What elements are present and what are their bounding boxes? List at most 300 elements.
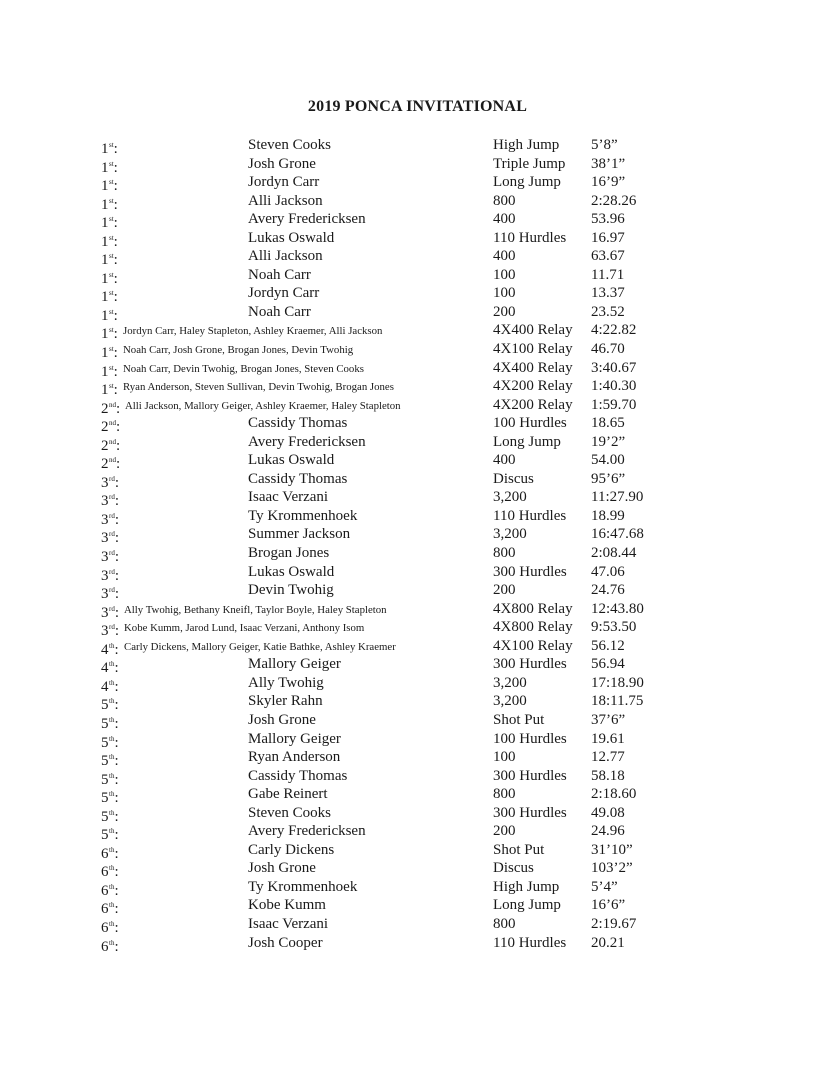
place-suffix: rd [109, 623, 115, 632]
place-suffix: th [109, 678, 115, 687]
place-number: 1 [101, 178, 109, 195]
result-mark: 5’4” [591, 878, 618, 895]
result-row [0, 488, 835, 510]
place-number: 3 [101, 549, 109, 566]
relay-team-names: Kobe Kumm, Jarod Lund, Isaac Verzani, Anthony Isom [124, 622, 365, 635]
athlete-name: Noah Carr [248, 303, 311, 320]
result-row [0, 359, 835, 378]
place-label: 1st: [101, 178, 118, 195]
place-number: 3 [101, 567, 109, 584]
result-mark: 2:28.26 [591, 192, 637, 209]
place-number: 6 [101, 845, 109, 862]
event-name: 800 [493, 915, 516, 932]
place-number: 3 [101, 493, 109, 510]
athlete-name: Josh Grone [248, 155, 316, 172]
place-suffix: st [109, 215, 114, 224]
place-label: 5th: [101, 790, 119, 807]
result-mark: 23.52 [591, 303, 625, 320]
place-suffix: nd [109, 419, 116, 428]
result-mark: 18.99 [591, 507, 625, 524]
place-number: 5 [101, 808, 109, 825]
place-number: 1 [101, 382, 109, 399]
place-label: 1st: [101, 270, 118, 287]
event-name: 3,200 [493, 526, 527, 543]
result-row [0, 544, 835, 566]
result-row [0, 600, 835, 619]
place-number: 2 [101, 419, 109, 436]
event-name: 100 Hurdles [493, 730, 567, 747]
athlete-name: Isaac Verzani [248, 489, 329, 506]
event-name: 400 [493, 248, 516, 265]
place-number: 1 [101, 270, 109, 287]
result-mark: 24.76 [591, 582, 625, 599]
place-number: 6 [101, 864, 109, 881]
place-label: 4th: [101, 641, 119, 658]
event-name: 100 Hurdles [493, 415, 567, 432]
place-label: 5th: [101, 827, 119, 844]
event-name: 4X400 Relay [493, 322, 573, 339]
result-mark: 11:27.90 [591, 489, 644, 506]
result-row [0, 192, 835, 211]
relay-team-names: Jordyn Carr, Haley Stapleton, Ashley Kraemer, Alli Jackson [123, 325, 383, 338]
result-row [0, 136, 835, 155]
result-row [0, 470, 835, 489]
athlete-name: Steven Cooks [248, 804, 331, 821]
athlete-name: Lukas Oswald [248, 229, 335, 246]
results-list [0, 136, 835, 955]
place-number: 4 [101, 660, 109, 677]
result-mark: 4:22.82 [591, 322, 637, 339]
relay-team-names: Noah Carr, Devin Twohig, Brogan Jones, Steven Cooks [123, 362, 364, 375]
place-label: 3rd: [101, 474, 120, 491]
result-row [0, 618, 835, 640]
place-label: 3rd: [101, 511, 120, 528]
place-label: 4th: [101, 660, 119, 677]
athlete-name: Gabe Reinert [248, 786, 328, 803]
place-suffix: st [109, 326, 114, 335]
event-name: 4X200 Relay [493, 396, 573, 413]
place-number: 5 [101, 771, 109, 788]
result-row [0, 674, 835, 693]
athlete-name: Isaac Verzani [248, 915, 329, 932]
result-row [0, 507, 835, 526]
athlete-name: Summer Jackson [248, 526, 351, 543]
athlete-name: Ty Krommenhoek [248, 507, 358, 524]
result-row [0, 377, 835, 399]
relay-team-names: Carly Dickens, Mallory Geiger, Katie Bathke, Ashley Kraemer [124, 640, 396, 653]
event-name: 4X400 Relay [493, 359, 573, 376]
result-row [0, 210, 835, 232]
result-mark: 16’9” [591, 174, 626, 191]
relay-team-names: Ally Twohig, Bethany Kneifl, Taylor Boyle, Haley Stapleton [124, 603, 387, 616]
place-number: 1 [101, 307, 109, 324]
athlete-name: Brogan Jones [248, 545, 330, 562]
place-suffix: rd [109, 567, 115, 576]
result-mark: 58.18 [591, 767, 625, 784]
result-row [0, 266, 835, 285]
result-row [0, 915, 835, 934]
event-name: 3,200 [493, 693, 527, 710]
place-number: 1 [101, 345, 109, 362]
result-mark: 12.77 [591, 749, 625, 766]
result-mark: 5’8” [591, 137, 618, 153]
place-suffix: rd [109, 530, 115, 539]
place-label: 4th: [101, 678, 119, 695]
result-row [0, 767, 835, 786]
athlete-name: Ally Twohig [248, 674, 324, 691]
place-number: 6 [101, 882, 109, 899]
place-label: 2nd: [101, 437, 121, 454]
place-suffix: th [109, 641, 115, 650]
result-mark: 19.61 [591, 730, 625, 747]
result-row [0, 433, 835, 452]
event-name: 800 [493, 192, 516, 209]
athlete-name: Skyler Rahn [248, 693, 323, 710]
place-label: 3rd: [101, 493, 120, 510]
relay-team-names: Noah Carr, Josh Grone, Brogan Jones, Devin Twohig [123, 344, 354, 357]
place-suffix: th [109, 771, 115, 780]
athlete-name: Jordyn Carr [248, 285, 320, 302]
place-suffix: st [109, 252, 114, 261]
result-mark: 37’6” [591, 711, 626, 728]
place-number: 5 [101, 790, 109, 807]
result-mark: 16:47.68 [591, 526, 644, 543]
place-number: 5 [101, 753, 109, 770]
athlete-name: Cassidy Thomas [248, 470, 348, 487]
place-suffix: st [109, 289, 114, 298]
place-suffix: th [109, 864, 115, 873]
place-label: 1st: [101, 363, 118, 380]
place-number: 2 [101, 456, 109, 473]
place-number: 1 [101, 215, 109, 232]
place-label: 3rd: [101, 530, 120, 547]
event-name: 110 Hurdles [493, 934, 567, 951]
place-label: 1st: [101, 159, 118, 176]
place-label: 5th: [101, 697, 119, 714]
place-suffix: st [109, 178, 114, 187]
event-name: 3,200 [493, 489, 527, 506]
event-name: 110 Hurdles [493, 507, 567, 524]
place-number: 5 [101, 697, 109, 714]
result-mark: 95’6” [591, 470, 626, 487]
result-mark: 24.96 [591, 823, 625, 840]
place-number: 6 [101, 938, 109, 955]
place-number: 3 [101, 604, 109, 621]
result-row [0, 804, 835, 823]
place-label: 1st: [101, 215, 118, 232]
result-mark: 18.65 [591, 415, 625, 432]
athlete-name: Alli Jackson [248, 192, 323, 209]
event-name: 200 [493, 823, 516, 840]
place-suffix: rd [109, 511, 115, 520]
result-mark: 54.00 [591, 452, 625, 469]
result-mark: 13.37 [591, 285, 625, 302]
place-suffix: th [109, 715, 115, 724]
result-row [0, 321, 835, 343]
place-label: 5th: [101, 753, 119, 770]
result-row [0, 692, 835, 714]
event-name: Discus [493, 860, 534, 877]
place-label: 2nd: [101, 419, 121, 436]
result-row [0, 173, 835, 195]
result-mark: 2:08.44 [591, 545, 637, 562]
event-name: 100 [493, 285, 516, 302]
athlete-name: Ryan Anderson [248, 749, 341, 766]
athlete-name: Alli Jackson [248, 248, 323, 265]
result-mark: 46.70 [591, 341, 625, 358]
place-suffix: rd [109, 493, 115, 502]
place-number: 1 [101, 289, 109, 306]
place-suffix: th [109, 734, 115, 743]
result-mark: 49.08 [591, 804, 625, 821]
place-number: 3 [101, 586, 109, 603]
result-mark: 56.94 [591, 656, 625, 673]
event-name: 4X100 Relay [493, 637, 573, 654]
place-number: 1 [101, 141, 109, 157]
place-number: 4 [101, 678, 109, 695]
place-number: 2 [101, 437, 109, 454]
place-label: 3rd: [101, 604, 120, 621]
event-name: Long Jump [493, 174, 561, 191]
athlete-name: Josh Grone [248, 860, 316, 877]
result-row [0, 878, 835, 897]
athlete-name: Noah Carr [248, 266, 311, 283]
place-suffix: rd [109, 586, 115, 595]
place-label: 5th: [101, 808, 119, 825]
result-mark: 16.97 [591, 229, 625, 246]
place-suffix: th [109, 919, 115, 928]
place-suffix: th [109, 660, 115, 669]
place-label: 6th: [101, 882, 119, 899]
event-name: High Jump [493, 137, 560, 153]
event-name: 4X200 Relay [493, 378, 573, 395]
result-mark: 12:43.80 [591, 600, 644, 617]
place-number: 3 [101, 623, 109, 640]
place-label: 1st: [101, 141, 118, 157]
result-row [0, 563, 835, 582]
event-name: 800 [493, 545, 516, 562]
event-name: Long Jump [493, 433, 561, 450]
result-row [0, 396, 835, 415]
result-mark: 56.12 [591, 637, 625, 654]
place-suffix: th [109, 827, 115, 836]
event-name: 300 Hurdles [493, 656, 567, 673]
athlete-name: Lukas Oswald [248, 563, 335, 580]
place-label: 5th: [101, 734, 119, 751]
place-suffix: st [109, 345, 114, 354]
relay-team-names: Ryan Anderson, Steven Sullivan, Devin Twohig, Brogan Jones [123, 381, 394, 394]
event-name: 3,200 [493, 674, 527, 691]
athlete-name: Mallory Geiger [248, 730, 341, 747]
athlete-name: Avery Fredericksen [248, 823, 366, 840]
result-mark: 17:18.90 [591, 674, 644, 691]
place-label: 6th: [101, 845, 119, 862]
place-number: 6 [101, 919, 109, 936]
event-name: Shot Put [493, 711, 545, 728]
event-name: 4X800 Relay [493, 619, 573, 636]
event-name: 800 [493, 786, 516, 803]
result-mark: 38’1” [591, 155, 626, 172]
place-number: 1 [101, 196, 109, 213]
place-suffix: th [109, 790, 115, 799]
result-mark: 31’10” [591, 841, 633, 858]
place-label: 2nd: [101, 400, 121, 417]
place-suffix: nd [109, 456, 116, 465]
event-name: 300 Hurdles [493, 563, 567, 580]
place-number: 6 [101, 901, 109, 918]
result-row [0, 637, 835, 656]
place-label: 1st: [101, 289, 118, 306]
place-number: 1 [101, 233, 109, 250]
place-suffix: st [109, 233, 114, 242]
result-row [0, 229, 835, 248]
place-number: 1 [101, 326, 109, 343]
place-number: 1 [101, 159, 109, 176]
result-row [0, 525, 835, 547]
place-label: 5th: [101, 771, 119, 788]
result-mark: 47.06 [591, 563, 625, 580]
place-suffix: rd [109, 549, 115, 558]
event-name: 200 [493, 303, 516, 320]
place-label: 3rd: [101, 567, 120, 584]
place-suffix: nd [109, 400, 116, 409]
event-name: 300 Hurdles [493, 767, 567, 784]
result-row [0, 155, 835, 174]
event-name: 400 [493, 211, 516, 228]
result-row [0, 934, 835, 953]
place-number: 2 [101, 400, 109, 417]
result-mark: 19’2” [591, 433, 626, 450]
athlete-name: Cassidy Thomas [248, 415, 348, 432]
result-row [0, 581, 835, 603]
result-row [0, 247, 835, 269]
place-suffix: th [109, 808, 115, 817]
place-number: 3 [101, 474, 109, 491]
result-row [0, 859, 835, 881]
result-mark: 11.71 [591, 266, 625, 283]
place-suffix: rd [109, 604, 115, 613]
place-label: 6th: [101, 938, 119, 955]
place-number: 5 [101, 827, 109, 844]
event-name: Long Jump [493, 897, 561, 914]
place-label: 1st: [101, 345, 118, 362]
result-row [0, 340, 835, 362]
place-number: 1 [101, 252, 109, 269]
result-row [0, 414, 835, 436]
place-number: 5 [101, 715, 109, 732]
place-suffix: st [109, 270, 114, 279]
result-mark: 3:40.67 [591, 359, 637, 376]
place-suffix: rd [109, 474, 115, 483]
result-row [0, 822, 835, 844]
result-row [0, 841, 835, 860]
athlete-name: Mallory Geiger [248, 656, 341, 673]
event-name: High Jump [493, 878, 560, 895]
place-label: 1st: [101, 252, 118, 269]
place-label: 1st: [101, 196, 118, 213]
result-mark: 53.96 [591, 211, 625, 228]
place-label: 3rd: [101, 623, 120, 640]
result-mark: 1:59.70 [591, 396, 637, 413]
place-label: 5th: [101, 715, 119, 732]
event-name: Shot Put [493, 841, 545, 858]
result-row [0, 655, 835, 677]
event-name: 300 Hurdles [493, 804, 567, 821]
athlete-name: Avery Fredericksen [248, 433, 366, 450]
place-suffix: th [109, 901, 115, 910]
result-mark: 2:19.67 [591, 915, 637, 932]
athlete-name: Steven Cooks [248, 137, 331, 153]
place-label: 3rd: [101, 586, 120, 603]
result-row [0, 748, 835, 770]
athlete-name: Avery Fredericksen [248, 211, 366, 228]
result-row [0, 451, 835, 473]
place-suffix: st [109, 307, 114, 316]
result-row [0, 711, 835, 730]
place-label: 2nd: [101, 456, 121, 473]
place-label: 6th: [101, 901, 119, 918]
athlete-name: Lukas Oswald [248, 452, 335, 469]
place-label: 1st: [101, 382, 118, 399]
athlete-name: Ty Krommenhoek [248, 878, 358, 895]
event-name: 200 [493, 582, 516, 599]
place-label: 6th: [101, 864, 119, 881]
event-name: 110 Hurdles [493, 229, 567, 246]
result-mark: 16’6” [591, 897, 626, 914]
event-name: 4X100 Relay [493, 341, 573, 358]
place-number: 4 [101, 641, 109, 658]
athlete-name: Jordyn Carr [248, 174, 320, 191]
event-name: 100 [493, 266, 516, 283]
place-label: 1st: [101, 307, 118, 324]
athlete-name: Josh Cooper [248, 934, 323, 951]
result-row [0, 785, 835, 807]
place-suffix: nd [109, 437, 116, 446]
result-mark: 103’2” [591, 860, 633, 877]
result-mark: 20.21 [591, 934, 625, 951]
athlete-name: Kobe Kumm [248, 897, 326, 914]
athlete-name: Devin Twohig [248, 582, 334, 599]
result-mark: 1:40.30 [591, 378, 637, 395]
result-row [0, 303, 835, 322]
athlete-name: Josh Grone [248, 711, 316, 728]
place-suffix: th [109, 938, 115, 947]
result-mark: 18:11.75 [591, 693, 644, 710]
result-row [0, 730, 835, 749]
result-mark: 9:53.50 [591, 619, 637, 636]
place-suffix: st [109, 196, 114, 205]
place-suffix: st [109, 159, 114, 168]
place-suffix: st [109, 382, 114, 391]
place-label: 3rd: [101, 549, 120, 566]
athlete-name: Carly Dickens [248, 841, 335, 858]
place-suffix: th [109, 882, 115, 891]
place-suffix: th [109, 753, 115, 762]
place-suffix: st [109, 363, 114, 372]
event-name: Triple Jump [493, 155, 566, 172]
place-number: 1 [101, 363, 109, 380]
event-name: 100 [493, 749, 516, 766]
place-number: 3 [101, 511, 109, 528]
result-mark: 63.67 [591, 248, 625, 265]
place-label: 6th: [101, 919, 119, 936]
place-suffix: th [109, 845, 115, 854]
result-row [0, 284, 835, 306]
place-number: 3 [101, 530, 109, 547]
athlete-name: Cassidy Thomas [248, 767, 348, 784]
place-number: 5 [101, 734, 109, 751]
event-name: 400 [493, 452, 516, 469]
